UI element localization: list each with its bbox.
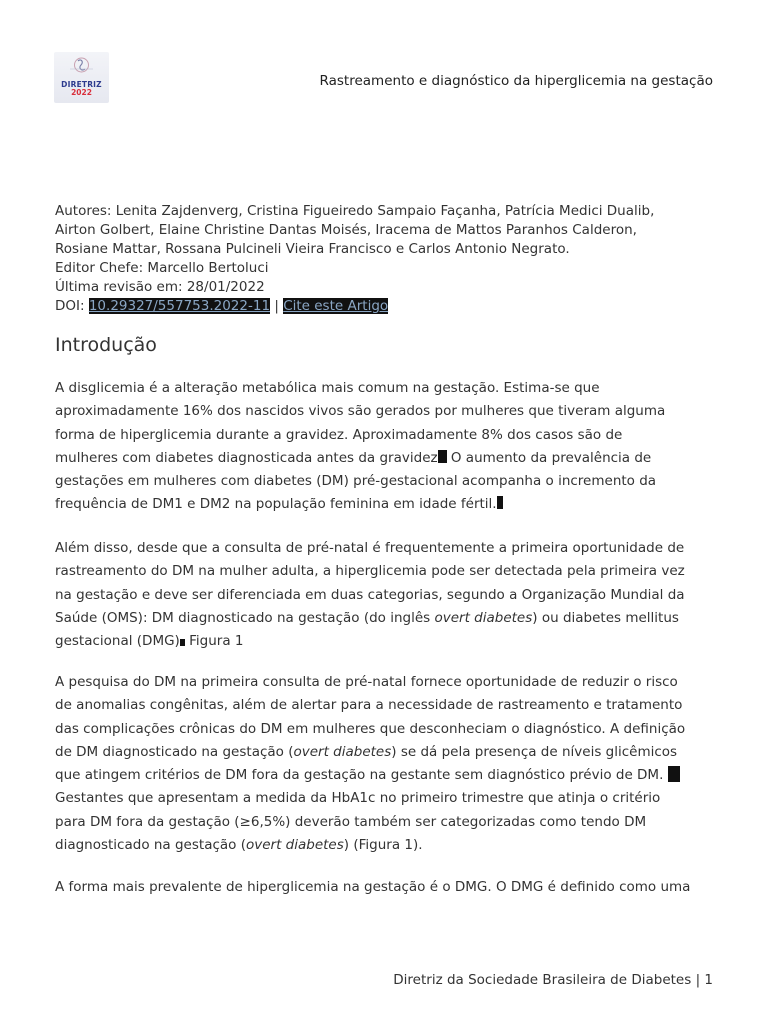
section-title-introduction: Introdução [55,334,157,356]
authors-line: Autores: Lenita Zajdenverg, Cristina Figueiredo Sampaio Façanha, Patrícia Medici Dualib, [55,203,655,219]
paragraph-1 [55,377,715,517]
text-line: gestacional (DMG) Figura 1 [55,633,244,650]
editor-line: Editor Chefe: Marcello Bertoluci [55,260,269,276]
text-line: de DM diagnosticado na gestação (overt diabetes) se dá pela presença de níveis glicêmicos [55,743,678,760]
text-line: gestações em mulheres com diabetes (DM) pré-gestacional acompanha o incremento da [55,473,657,490]
revision-date: Última revisão em: 28/01/2022 [55,279,265,295]
doi-line [55,297,715,316]
paragraph-2 [55,537,715,653]
text-line: Além disso, desde que a consulta de pré-natal é frequentemente a primeira oportunidade de [55,540,685,556]
text-line: das complicações crônicas do DM em mulheres que desconheciam o diagnóstico. A definição [55,720,686,737]
text-line: na gestação e deve ser diferenciada em duas categorias, segundo a Organização Mundial da [55,586,685,603]
text-line: A forma mais prevalente de hiperglicemia na gestação é o DMG. O DMG é definido como uma [55,879,691,895]
authors-line: Rosiane Mattar, Rossana Pulcineli Vieira Francisco e Carlos Antonio Negrato. [55,241,570,257]
authors-line: Airton Golbert, Elaine Christine Dantas Moisés, Iracema de Mattos Paranhos Calderon, [55,222,637,238]
text-line: forma de hiperglicemia durante a gravidez. Aproximadamente 8% dos casos são de [55,426,623,443]
italic-term: overt diabetes [434,609,533,626]
document-header-title: Rastreamento e diagnóstico da hiperglicemia na gestação [319,73,713,89]
text-line: Gestantes que apresentam a medida da HbA1c no primeiro trimestre que atinja o critério [55,790,661,807]
doi-label: DOI: [55,298,89,314]
italic-term: overt diabetes [245,837,344,854]
text-line: mulheres com diabetes diagnosticada antes da gravidez O aumento da prevalência de [55,449,652,466]
text-line: rastreamento do DM na mulher adulta, a hiperglicemia pode ser detectada pela primeira vez [55,563,685,580]
citation-reference-link[interactable] [668,766,680,782]
text-line: aproximadamente 16% dos nascidos vivos são gerados por mulheres que tiveram alguma [55,403,666,420]
logo-text-year: 2022 [71,88,92,97]
text-line: que atingem critérios de DM fora da gestação na gestante sem diagnóstico prévio de DM. [55,764,715,787]
doi-separator: | [270,298,284,314]
italic-term: overt diabetes [293,743,392,760]
text-line: para DM fora da gestação (≥6,5%) deverão também ser categorizadas como tendo DM [55,813,647,830]
text-line: de anomalias congênitas, além de alertar para a necessidade de rastreamento e tratamento [55,697,683,714]
paragraph-3 [55,671,715,857]
text-line: Saúde (OMS): DM diagnosticado na gestação (do inglês overt diabetes) ou diabetes mellitus [55,609,679,626]
text-line: A disglicemia é a alteração metabólica mais comum na gestação. Estima-se que [55,380,600,396]
article-metadata [55,202,715,316]
text-line: frequência de DM1 e DM2 na população feminina em idade fértil. [55,493,715,516]
doi-link[interactable]: 10.29327/557753.2022-11 [88,298,271,314]
text-line: A pesquisa do DM na primeira consulta de pré-natal fornece oportunidade de reduzir o risco [55,674,678,690]
citation-reference-link[interactable] [497,496,503,509]
paragraph-4 [55,876,715,899]
cite-article-link[interactable]: Cite este Artigo [283,298,389,314]
text-line: diagnosticado na gestação (overt diabetes) (Figura 1). [55,837,423,854]
diretriz-2022-logo [54,52,109,103]
page-footer: Diretriz da Sociedade Brasileira de Diabetes | 1 [393,972,713,988]
citation-reference-link[interactable] [438,450,447,463]
logo-text-diretriz: DIRETRIZ [61,80,102,89]
